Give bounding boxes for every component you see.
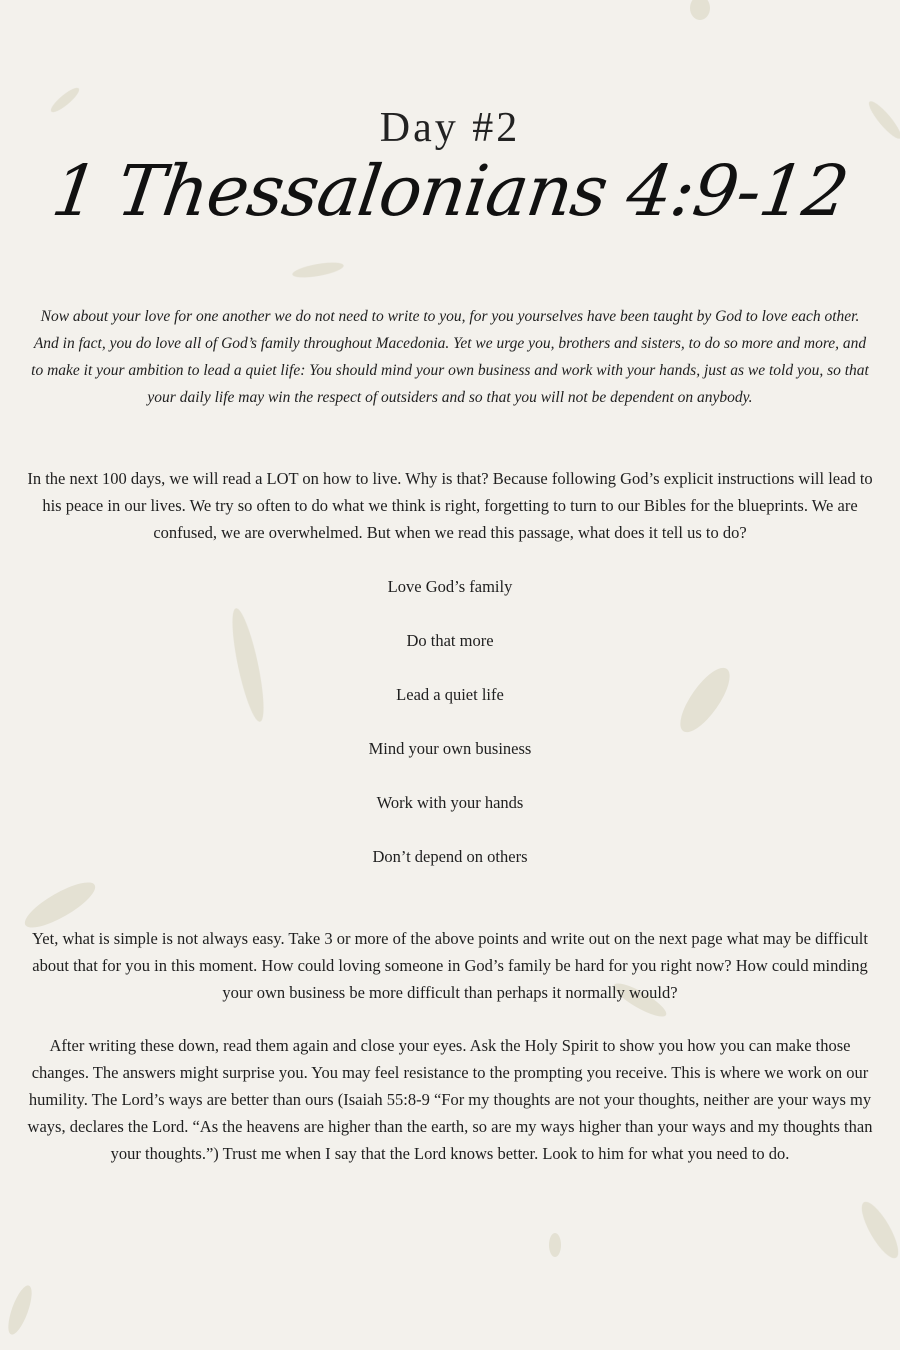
scripture-passage: Now about your love for one another we do not need to write to you, for you yourselves have been taught by God to love each other. And in fact, you do love all of God’s family throughout Macedonia. Yet we urge you, brothers and sisters, to do so more and more, and to make it your ambition to lead a quiet life: You should mind your own business and work with your hands, just as we told you, so that your daily life may win the respect of outsiders and so that you will not be dependent on anybody. <box>31 308 869 406</box>
action-points-list <box>0 573 900 897</box>
closing-paragraph: After writing these down, read them again and close your eyes. Ask the Holy Spirit to show you how you can make those changes. The answers might surprise you. You may feel resistance to the prompting you receive. This is where we work on our humility. The Lord’s ways are better than ours (Isaiah 55:8-9 “For my thoughts are not your thoughts, neither are your ways my ways, declares the Lord. “As the heavens are higher than the earth, so are my ways higher than your ways and my thoughts than your thoughts.”) Trust me when I say that the Lord knows better. Look to him for what you need to do. <box>27 1036 873 1163</box>
list-item: Don’t depend on others <box>372 847 528 866</box>
list-item: Mind your own business <box>368 739 532 758</box>
list-item: Lead a quiet life <box>396 685 504 704</box>
intro-paragraph: In the next 100 days, we will read a LOT on how to live. Why is that? Because following God’s explicit instructions will lead to his peace in our lives. We try so often to do what we think is right, forgetting to turn to our Bibles for the blueprints. We are confused, we are overwhelmed. But when we read this passage, what does it tell us to do? <box>27 469 873 542</box>
page-title: 1 Thessalonians 4:9-12 <box>47 150 853 232</box>
list-item: Do that more <box>406 631 494 650</box>
day-label: Day #2 <box>379 105 521 151</box>
list-item: Work with your hands <box>376 793 524 812</box>
list-item: Love God’s family <box>387 577 513 596</box>
reflection-paragraph: Yet, what is simple is not always easy. Take 3 or more of the above points and write out on the next page what may be difficult about that for you in this moment. How could loving someone in God’s family be hard for you right now? How could minding your own business be more difficult than perhaps it normally would? <box>32 929 868 1002</box>
